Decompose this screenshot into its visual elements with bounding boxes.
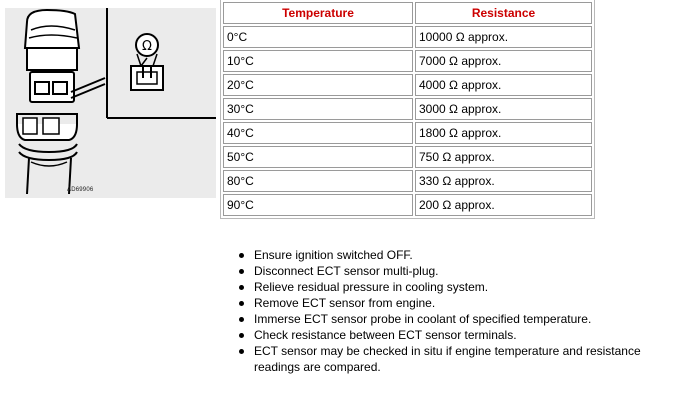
resistance-cell: 7000 Ω approx. xyxy=(415,50,592,72)
list-item: Disconnect ECT sensor multi-plug. xyxy=(238,263,678,279)
temperature-cell: 50°C xyxy=(223,146,413,168)
list-item: Remove ECT sensor from engine. xyxy=(238,295,678,311)
table-row xyxy=(223,50,592,72)
resistance-cell: 750 Ω approx. xyxy=(415,146,592,168)
temperature-cell: 40°C xyxy=(223,122,413,144)
resistance-table xyxy=(220,0,595,219)
list-item: Ensure ignition switched OFF. xyxy=(238,247,678,263)
ohm-symbol: Ω xyxy=(142,39,152,54)
resistance-cell: 330 Ω approx. xyxy=(415,170,592,192)
list-item: Immerse ECT sensor probe in coolant of specified temperature. xyxy=(238,311,678,327)
figure-code: AD69906 xyxy=(67,187,94,193)
table-row xyxy=(223,98,592,120)
resistance-cell: 3000 Ω approx. xyxy=(415,98,592,120)
temperature-cell: 30°C xyxy=(223,98,413,120)
table-row xyxy=(223,74,592,96)
resistance-cell: 200 Ω approx. xyxy=(415,194,592,216)
list-item: Check resistance between ECT sensor terminals. xyxy=(238,327,678,343)
temperature-cell: 80°C xyxy=(223,170,413,192)
table-row xyxy=(223,170,592,192)
procedure-steps xyxy=(238,247,678,375)
table-row xyxy=(223,122,592,144)
header-resistance: Resistance xyxy=(415,2,592,24)
table-row xyxy=(223,146,592,168)
ect-sensor-drawing xyxy=(5,8,216,198)
table-header-row xyxy=(223,2,592,24)
temperature-cell: 20°C xyxy=(223,74,413,96)
temperature-cell: 0°C xyxy=(223,26,413,48)
table-row xyxy=(223,26,592,48)
list-item: Relieve residual pressure in cooling system. xyxy=(238,279,678,295)
list-item: ECT sensor may be checked in situ if engine temperature and resistance readings are compared. xyxy=(238,343,678,375)
header-temperature: Temperature xyxy=(223,2,413,24)
resistance-cell: 4000 Ω approx. xyxy=(415,74,592,96)
temperature-cell: 90°C xyxy=(223,194,413,216)
table-row xyxy=(223,194,592,216)
temperature-cell: 10°C xyxy=(223,50,413,72)
resistance-cell: 10000 Ω approx. xyxy=(415,26,592,48)
resistance-cell: 1800 Ω approx. xyxy=(415,122,592,144)
sensor-illustration xyxy=(5,8,216,198)
